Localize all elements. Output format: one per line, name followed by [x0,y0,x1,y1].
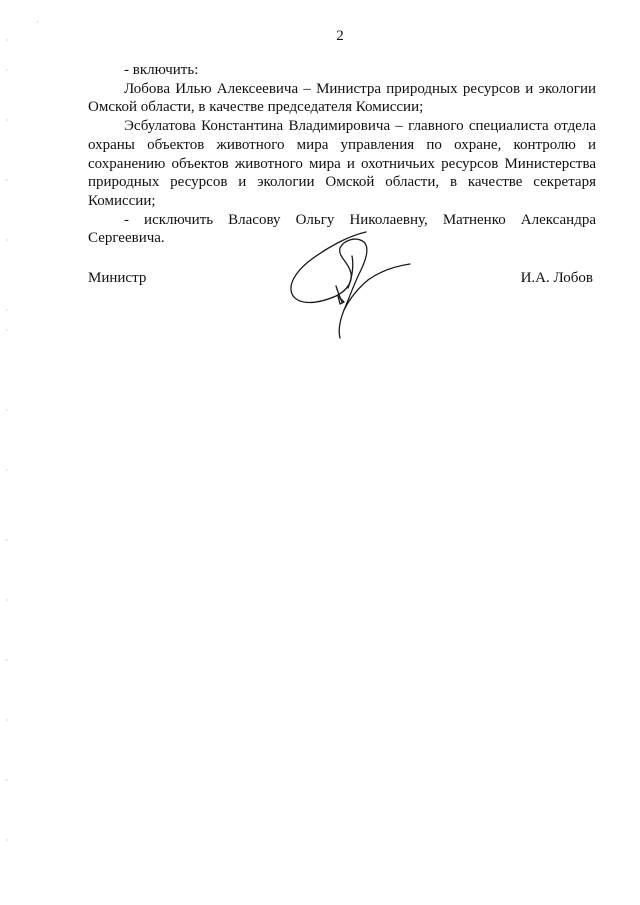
page-number: 2 [336,28,344,44]
paragraph-exclude-members: - исключить Власову Ольгу Николаевну, Матненко Александра Сергеевича. [88,211,596,247]
signer-name: И.А. Лобов [520,270,593,286]
document-body [88,61,596,248]
handwritten-signature [278,226,418,344]
paragraph-include-secretary: Эсбулатова Константина Владимировича – главного специалиста отдела охраны объектов животного мира управления по охране, контролю и сохранению объектов животного мира и охотничьих ресурсов Министерства природных ресурсов и экологии Омской области, в качестве секретаря Комиссии; [88,118,596,209]
scan-speck: · [36,18,39,27]
signer-title: Министр [88,270,147,286]
paragraph-include-chairman: Лобова Илью Алексеевича – Министра природных ресурсов и экологии Омской области, в качестве председателя Комиссии; [88,80,596,116]
margin-scan-dots [5,0,9,905]
paragraph-include-heading: - включить: [124,62,199,78]
